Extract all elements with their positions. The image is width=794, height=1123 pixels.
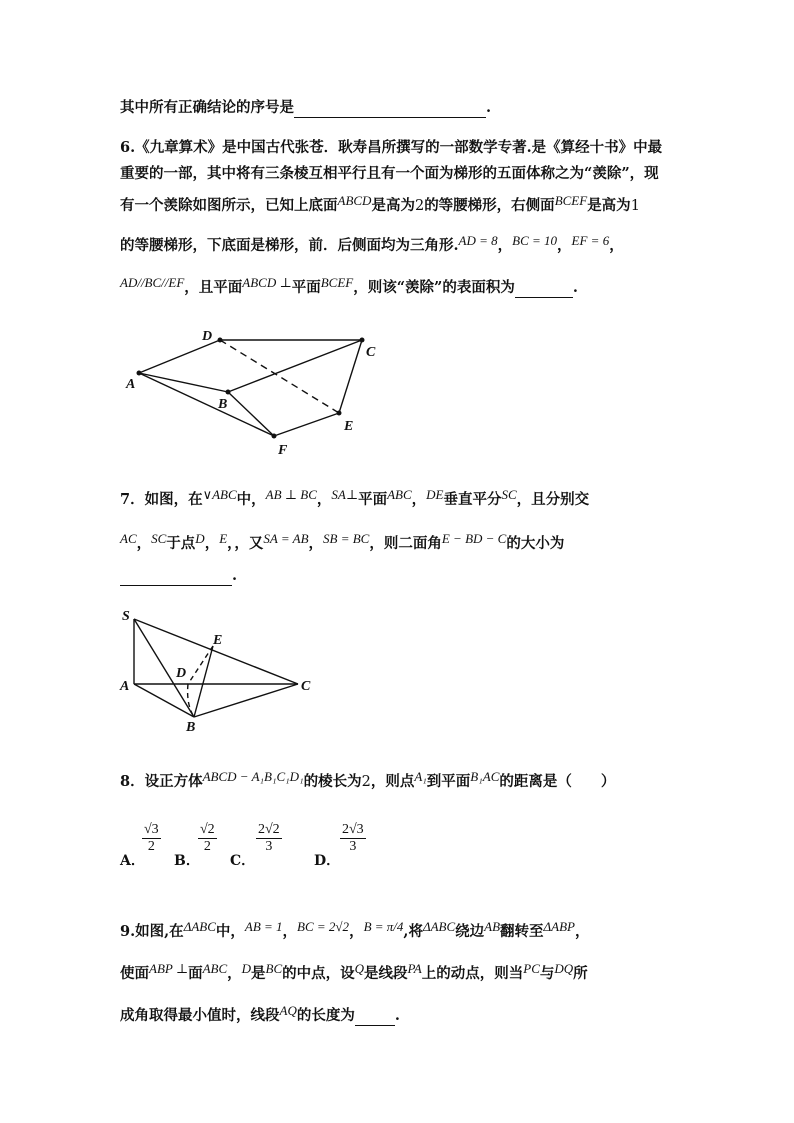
fraction: $\frac{√3}{2}$: [144, 822, 159, 854]
label-B: B: [218, 397, 228, 412]
p6-line-2: 重要的一部，其中将有三条棱互相平行且有一个面为梯形的五面体称之为“羡除”，现: [120, 165, 659, 182]
p6-line-5: AD//BC//EF，且平面ABCD ⊥平面BCEF，则该“羡除”的表面积为 .: [120, 275, 578, 296]
edge-AD: [139, 340, 220, 373]
p9-line-1: 9.如图,在ΔABC中，AB = 1，BC = 2√2，B = π/4,将ΔABC绕边AB翻转至ΔABP，: [120, 919, 590, 940]
edge-BE: [194, 646, 213, 717]
p6-line-4: 的等腰梯形，下底面是梯形，前．后侧面均为三角形.AD = 8，BC = 10，EF = 6，: [120, 233, 624, 254]
label-A: A: [120, 679, 130, 694]
p7-line-3: .: [120, 566, 237, 586]
edge-SC: [134, 619, 298, 684]
label-A: A: [126, 377, 136, 392]
label-D: D: [202, 329, 213, 344]
label-E: E: [344, 419, 354, 434]
edge-BC: [194, 684, 298, 717]
label-E: E: [213, 633, 223, 648]
label-C: C: [366, 345, 376, 360]
label-C: C: [301, 679, 311, 694]
edge-EC: [339, 340, 362, 413]
answer-blank[interactable]: [120, 569, 232, 586]
answer-blank[interactable]: [515, 281, 573, 298]
p7-figure: [116, 604, 326, 734]
p6-figure: [120, 320, 400, 460]
p7-line-1: 7．如图，在∨ABC中，AB ⊥ BC，SA⊥平面ABC，DE垂直平分SC，且分别交: [120, 487, 590, 508]
p9-line-2: 使面ABP ⊥面ABC，D是BC的中点，设Q是线段PA上的动点，则当PC与DQ所: [120, 961, 588, 982]
edge-AB: [134, 684, 194, 717]
p9-line-3: 成角取得最小值时，线段AQ的长度为 .: [120, 1003, 400, 1024]
label-B: B: [186, 720, 196, 735]
edge-ED-hidden: [188, 646, 213, 684]
answer-blank[interactable]: [294, 101, 486, 118]
label-F: F: [278, 443, 288, 458]
edge-BC: [228, 340, 362, 392]
fraction: $\frac{2√3}{3}$: [342, 822, 364, 854]
p8-line-1: 8．设正方体ABCD − A₁B₁C₁D₁的棱长为2，则点A₁到平面B₁AC的距离是（ ）: [120, 769, 616, 790]
edge-AB: [139, 373, 228, 392]
p7-line-2: AC，SC于点D，E，，又SA = AB，SB = BC，则二面角E − BD − C的大小为: [120, 531, 565, 552]
edge-BF: [228, 392, 274, 436]
answer-blank[interactable]: [355, 1009, 395, 1026]
edge-FE: [274, 413, 339, 436]
p6-line-3: 有一个羡除如图所示，已知上底面ABCD是高为2的等腰梯形，右侧面BCEF是高为1: [120, 193, 640, 214]
fraction: $\frac{√2}{2}$: [200, 822, 215, 854]
p6-line-1: 6.《九章算术》是中国古代张苍．耿寿昌所撰写的一部数学专著.是《算经十书》中最: [120, 139, 663, 156]
label-D: D: [176, 666, 187, 681]
p5-answer-line: 其中所有正确结论的序号是 .: [120, 99, 492, 116]
edge-DB-hidden: [188, 684, 194, 717]
label-S: S: [122, 609, 130, 624]
fraction: $\frac{2√2}{3}$: [258, 822, 280, 854]
